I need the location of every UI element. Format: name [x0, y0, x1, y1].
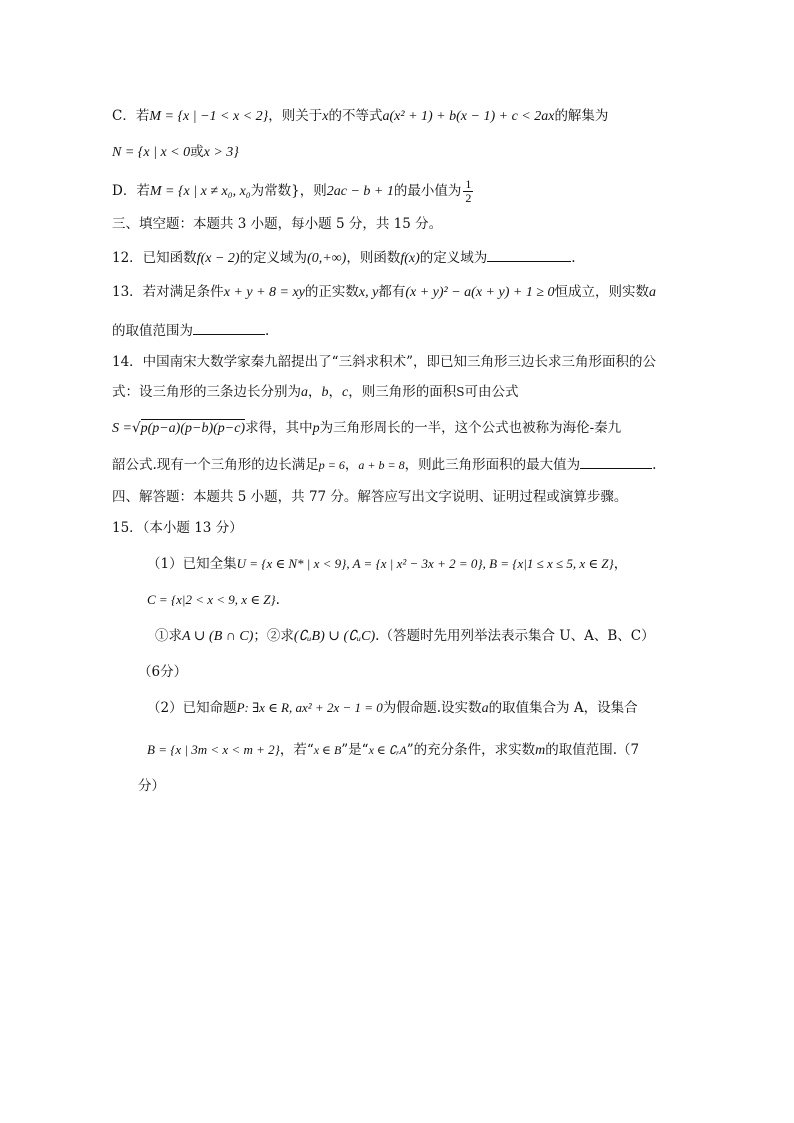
set-m-expression: M = {x | x ≠ x₀, x₀: [149, 184, 251, 199]
set-c-definition: C = {x|2 < x < 9, x ∈ Z}: [147, 592, 276, 607]
domain-interval: (0,+∞): [307, 251, 347, 266]
q13-text: 的正实数: [304, 284, 359, 300]
question-14-line-3: [112, 418, 621, 439]
set-b-definition: B = {x | 3m < x < m + 2}: [147, 742, 280, 757]
set-definitions: U = {x ∈ N* | x < 9}, A = {x | x² − 3x + 2 = 0}, B = {x|1 ≤ x ≤ 5, x ∈ Z}: [236, 556, 614, 571]
option-d-line: [112, 178, 475, 205]
fraction-numerator: 1: [465, 177, 472, 191]
q15-text: 为假命题.设实数: [382, 700, 482, 716]
variable-a: a: [481, 701, 489, 716]
area-s: S: [456, 385, 465, 399]
inequality-expression: a(x² + 1) + b(x − 1) + c < 2ax: [382, 109, 555, 124]
task-2-marker: ②: [266, 628, 281, 644]
sqrt-sign: √: [131, 420, 141, 436]
section-3-title: 三、填空题：本题共 3 小题，每小题 5 分，共 15 分。: [112, 216, 443, 232]
q15-text: ，若“: [279, 742, 314, 758]
question-14-line-1: 14．中国南宋大数学家秦九韶提出了“三斜求积术”，即已知三角形三边长求三角形面积的公: [112, 354, 656, 370]
option-d-label: D．若: [112, 183, 150, 199]
q14-text: 可由公式: [464, 384, 519, 400]
q12-text: 的定义域为: [419, 250, 488, 266]
set-n-expression: N = {x | x < 0: [112, 145, 191, 160]
question-15-title: 15．（本小题 13 分）: [112, 520, 243, 536]
option-d-text: 的最小值为: [393, 183, 462, 199]
question-15-tasks: [155, 626, 655, 647]
variable-x: x: [322, 109, 329, 124]
condition-a-plus-b: a + b = 8: [358, 458, 405, 472]
answer-blank[interactable]: [487, 247, 571, 262]
task-2-expression: (∁ᵤB) ∪ (∁ᵤC): [293, 629, 376, 644]
q13-end: .: [265, 323, 270, 339]
side-a: a: [301, 385, 308, 400]
question-12: [112, 247, 576, 269]
q14-sep: ，: [328, 384, 342, 400]
condition-expression: x + y + 8 = xy: [223, 285, 305, 300]
q12-end: .: [571, 250, 576, 266]
q15-text: 求: [280, 628, 294, 644]
condition-x-in-complement-a: x ∈ ∁ᵣA: [368, 743, 407, 757]
question-15-part-1: [147, 554, 627, 574]
q15-sep: ；: [253, 628, 267, 644]
q14-sep: ，: [308, 384, 322, 400]
q15-dot: .: [275, 592, 280, 608]
section-4-title: 四、解答题：本题共 5 小题，共 77 分。解答应写出文字说明、证明过程或演算步骤。: [112, 489, 628, 505]
option-c-text: ，则关于: [268, 108, 323, 124]
q14-text: 求得，其中: [245, 420, 313, 436]
option-c-text: 的解集为: [554, 108, 609, 124]
variable-p: p: [312, 421, 320, 436]
q14-text: 式：设三角形的三条边长分别为: [112, 384, 301, 400]
condition-x-in-b: x ∈ B: [313, 743, 342, 757]
fraction-one-half: [463, 178, 473, 205]
task-note: .（答题时先用列举法表示集合 U、A、B、C）: [375, 628, 655, 644]
q15-text: （1）已知全集: [147, 556, 237, 572]
side-b: b: [321, 385, 329, 400]
option-c-line: [112, 106, 608, 127]
side-c: c: [342, 385, 349, 400]
inequality-expression: (x + y)² − a(x + y) + 1 ≥ 0: [405, 285, 555, 300]
condition-p: p = 6: [318, 458, 345, 472]
q15-text: 求: [168, 628, 182, 644]
q13-label: 13．若对满足条件: [112, 284, 224, 300]
question-13: [112, 282, 656, 303]
q14-text: ，则三角形的面积: [348, 384, 457, 400]
answer-blank[interactable]: [580, 454, 652, 469]
q14-text: 为三角形周长的一半，这个公式也被称为海伦-秦九: [319, 420, 622, 436]
min-expression: 2ac − b + 1: [326, 184, 394, 199]
formula-radicand: p(p−a)(p−b)(p−c): [140, 421, 246, 436]
q14-text: ，则此三角形面积的最大值为: [404, 457, 581, 473]
q12-text: ，则函数: [346, 250, 401, 266]
answer-blank[interactable]: [193, 320, 265, 335]
option-c-text: 的不等式: [328, 108, 383, 124]
q14-sep: ，: [344, 457, 359, 473]
set-m-expression: M = {x | −1 < x < 2}: [149, 109, 269, 124]
question-15-part-2-score: 分）: [138, 778, 165, 794]
question-15-part-2: [147, 698, 638, 719]
task-1-marker: ①: [155, 628, 169, 644]
q15-text: ”是“: [341, 742, 369, 758]
option-c-label: C．若: [112, 108, 150, 124]
proposition-p: P: ∃x ∈ R, ax² + 2x − 1 = 0: [236, 700, 383, 715]
q13-text: 的取值范围为: [112, 323, 193, 339]
option-d-text: 为常数}，则: [250, 183, 327, 199]
q15-text: 的取值范围.（7: [545, 742, 640, 758]
variables-xy: x, y: [358, 285, 379, 300]
q15-text: 的取值集合为 A，设集合: [488, 700, 638, 716]
question-15-part-1-line-2: [147, 590, 280, 610]
function-f-x: f(x): [400, 251, 420, 266]
q15-sep: ，: [613, 556, 628, 572]
question-14-line-4: [112, 454, 656, 475]
q15-text: ”的充分条件，求实数: [406, 742, 536, 758]
q13-text: 恒成立，则实数: [554, 284, 650, 300]
question-14-line-2: [112, 382, 518, 403]
function-f-x-minus-2: f(x − 2): [196, 251, 240, 266]
formula-lhs: S =: [112, 421, 132, 436]
q14-text: 韶公式.现有一个三角形的边长满足: [112, 457, 319, 473]
variable-a: a: [649, 285, 657, 300]
q15-text: （2）已知命题: [147, 700, 237, 716]
option-c-line-2: [112, 142, 239, 163]
set-n-expression-end: x > 3}: [203, 145, 239, 160]
question-15-part-2-line-2: [147, 740, 639, 761]
or-text: 或: [190, 144, 204, 160]
q13-text: 都有: [378, 284, 406, 300]
variable-m: m: [535, 743, 546, 758]
question-15-part-1-score: （6分）: [138, 664, 188, 680]
q12-label: 12．已知函数: [112, 250, 197, 266]
q12-text: 的定义域为: [239, 250, 308, 266]
q14-end: .: [652, 457, 657, 473]
question-13-line-2: [112, 320, 269, 341]
task-1-expression: A ∪ (B ∩ C): [182, 629, 254, 644]
fraction-denominator: 2: [465, 191, 472, 205]
